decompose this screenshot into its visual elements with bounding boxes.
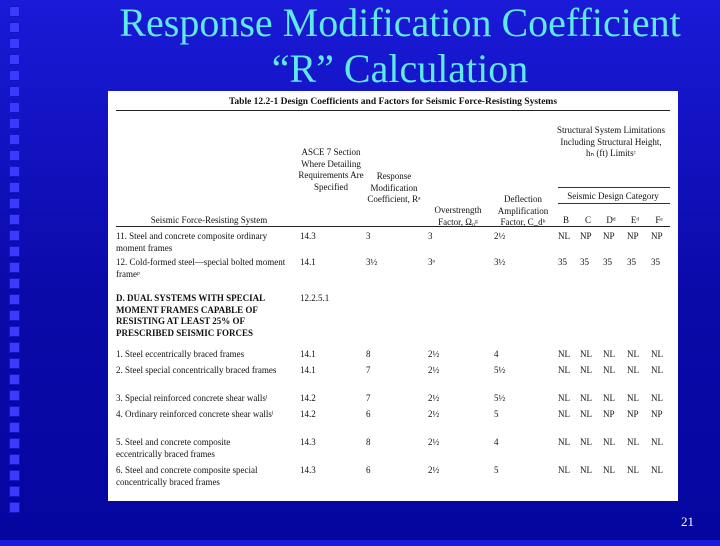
row-c: NL	[580, 465, 592, 475]
row-omega: 2½	[428, 409, 440, 419]
coefficients-table	[108, 91, 678, 501]
row-e: 35	[627, 257, 636, 267]
row-f: NL	[651, 365, 663, 375]
row-c: NL	[580, 349, 592, 359]
row-c: NP	[580, 231, 592, 241]
row-f: NP	[651, 231, 663, 241]
row-cd: 4	[494, 437, 499, 447]
row-f: NL	[651, 437, 663, 447]
row-omega: 2½	[428, 349, 440, 359]
header-asce-section: ASCE 7 Section Where Detailing Requirements Are Specified	[298, 147, 364, 192]
header-sdc: Seismic Design Category	[567, 191, 659, 201]
row-b: NL	[558, 349, 570, 359]
header-response-mod: Response Modification Coefficient, Rᵃ	[367, 171, 421, 204]
row-e: NL	[627, 437, 639, 447]
row-r: 3	[366, 231, 371, 241]
row-f: 35	[651, 257, 660, 267]
header-cat-c: C	[584, 215, 591, 225]
row-r: 7	[366, 393, 371, 403]
row-c: NL	[580, 393, 592, 403]
row-system: 3. Special reinforced concrete shear wallsˡ	[116, 393, 268, 403]
row-system: 6. Steel and concrete composite special concentrically braced frames	[116, 465, 258, 487]
row-e: NL	[627, 465, 639, 475]
header-system: Seismic Force-Resisting System	[150, 215, 268, 225]
row-e: NP	[627, 409, 639, 419]
header-cat-e: Eᵈ	[630, 215, 640, 225]
slide-title-line-1: Response Modification Coefficient	[119, 0, 681, 45]
row-cd: 2½	[494, 231, 506, 241]
row-b: NL	[558, 231, 570, 241]
row-section: 14.3	[300, 465, 316, 475]
page-number: 21	[681, 514, 694, 529]
slide-title	[100, 0, 700, 92]
row-system: D. DUAL SYSTEMS WITH SPECIAL MOMENT FRAMES CAPABLE OF RESISTING AT LEAST 25% OF PRESCRIBED SEISMIC FORCES	[116, 293, 265, 338]
row-omega: 3	[428, 231, 433, 241]
row-system: 2. Steel special concentrically braced frames	[116, 365, 277, 375]
row-system: 5. Steel and concrete composite eccentrically braced frames	[116, 437, 231, 459]
row-section: 14.2	[300, 393, 316, 403]
row-cd: 5	[494, 409, 499, 419]
row-cd: 5½	[494, 393, 506, 403]
row-system: 12. Cold-formed steel—special bolted moment frameᵖ	[116, 257, 286, 279]
row-e: NL	[627, 349, 639, 359]
decorative-square-column	[0, 0, 28, 546]
row-omega: 2½	[428, 393, 440, 403]
row-omega: 3ᵒ	[428, 257, 436, 267]
row-c: NL	[580, 437, 592, 447]
row-b: 35	[558, 257, 567, 267]
row-section: 14.3	[300, 231, 316, 241]
row-system: 4. Ordinary reinforced concrete shear wallsˡ	[116, 409, 274, 419]
row-r: 7	[366, 365, 371, 375]
row-omega: 2½	[428, 465, 440, 475]
row-c: 35	[580, 257, 589, 267]
row-d: NP	[603, 231, 615, 241]
row-b: NL	[558, 365, 570, 375]
row-d: NP	[603, 409, 615, 419]
row-section: 14.1	[300, 349, 316, 359]
header-limitations: Structural System Limitations Including Structural Height, hₙ (ft) Limitsᶜ	[557, 125, 665, 158]
row-section: 12.2.5.1	[300, 293, 330, 303]
row-f: NL	[651, 465, 663, 475]
row-system: 1. Steel eccentrically braced frames	[116, 349, 245, 359]
row-d: NL	[603, 365, 615, 375]
row-section: 14.3	[300, 437, 316, 447]
row-r: 8	[366, 349, 371, 359]
row-system: 11. Steel and concrete composite ordinary moment frames	[116, 231, 268, 253]
row-section: 14.2	[300, 409, 316, 419]
row-e: NP	[627, 231, 639, 241]
row-d: NL	[603, 393, 615, 403]
row-f: NL	[651, 349, 663, 359]
row-omega: 2½	[428, 437, 440, 447]
row-d: NL	[603, 465, 615, 475]
header-deflection: Deflection Amplification Factor, C_dᵇ	[497, 194, 549, 227]
table-caption: Table 12.2-1 Design Coefficients and Factors for Seismic Force-Resisting Systems	[116, 91, 670, 111]
header-cat-d: Dᵈ	[606, 215, 616, 225]
row-cd: 5	[494, 465, 499, 475]
row-b: NL	[558, 465, 570, 475]
table-header	[116, 111, 670, 227]
row-d: 35	[603, 257, 612, 267]
row-cd: 5½	[494, 365, 506, 375]
row-b: NL	[558, 393, 570, 403]
row-r: 6	[366, 409, 371, 419]
row-d: NL	[603, 349, 615, 359]
row-omega: 2½	[428, 365, 440, 375]
row-section: 14.1	[300, 257, 316, 267]
row-e: NL	[627, 393, 639, 403]
row-cd: 3½	[494, 257, 506, 267]
row-c: NL	[580, 365, 592, 375]
row-section: 14.1	[300, 365, 316, 375]
row-r: 3½	[366, 257, 378, 267]
slide-title-line-2: “R” Calculation	[271, 46, 529, 91]
row-r: 6	[366, 465, 371, 475]
row-f: NL	[651, 393, 663, 403]
row-cd: 4	[494, 349, 499, 359]
row-d: NL	[603, 437, 615, 447]
row-f: NP	[651, 409, 663, 419]
row-b: NL	[558, 437, 570, 447]
header-overstrength: Overstrength Factor, Ω₀ᵍ	[434, 205, 482, 227]
row-b: NL	[558, 409, 570, 419]
header-cat-f: Fᵉ	[655, 215, 663, 225]
row-c: NL	[580, 409, 592, 419]
header-cat-b: B	[562, 215, 569, 225]
row-e: NL	[627, 365, 639, 375]
row-r: 8	[366, 437, 371, 447]
